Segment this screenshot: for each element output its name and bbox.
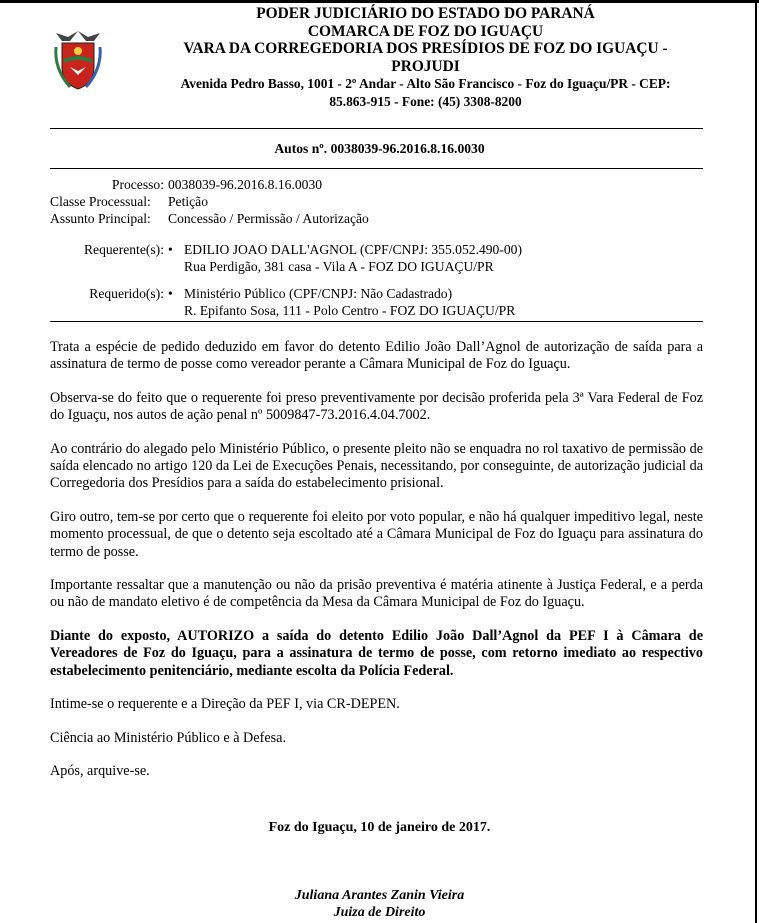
processo-row [50, 176, 710, 193]
requerido-label: Requerido(s): [89, 286, 164, 301]
page-top-border [0, 0, 759, 3]
page-right-border [755, 0, 757, 923]
case-metadata [50, 176, 710, 319]
district-name: COMARCA DE FOZ DO IGUAÇU [307, 22, 544, 40]
court-name: PODER JUDICIÁRIO DO ESTADO DO PARANÁ [256, 5, 595, 22]
requerente-address: Rua Perdigão, 381 casa - Vila A - FOZ DO IGUAÇU/PR [184, 259, 494, 274]
court-address-contact: 85.863-915 - Fone: (45) 3308-8200 [329, 93, 522, 109]
parties-divider [50, 321, 703, 322]
requerido-address: R. Epifanto Sosa, 111 - Polo Centro - FOZ DO IGUAÇU/PR [184, 303, 516, 318]
assunto-label: Assunto Principal: [50, 211, 151, 226]
judge-name: Juliana Arantes Zanin Vieira [294, 888, 465, 903]
requerente-label: Requerente(s): [83, 242, 164, 257]
classe-row [50, 193, 710, 210]
paragraph: Após, arquive-se. [50, 762, 150, 779]
bullet-icon: • [168, 242, 173, 257]
classe-value: Petição [168, 194, 209, 209]
assunto-value: Concessão / Permissão / Autorização [168, 211, 369, 226]
bullet-icon: • [168, 286, 173, 301]
court-address: Avenida Pedro Basso, 1001 - 2º Andar - Alto São Francisco - Foz do Iguaçu/PR - CEP: [180, 76, 671, 91]
requerente-block [50, 241, 710, 275]
document-date: Foz do Iguaçu, 10 de janeiro de 2017. [268, 820, 491, 835]
parana-coat-of-arms-icon [50, 27, 106, 93]
paragraph: Ao contrário do alegado pelo Ministério Público, o presente pleito não se enquadra no rol taxativo de permissão de saída elencado no artigo 120 da Lei de Execuções Penais, necessitando, por conseguinte, de autorização judicial da Corregedoria dos Presídios para a saída do estabelecimento prisional. [50, 440, 703, 492]
paragraph: Trata a espécie de pedido deduzido em favor do detento Edilio João Dall’Agnol de autorização de saída para a assinatura de termo de posse como vereador perante a Câmara Municipal de Foz do Iguaçu. [50, 339, 703, 373]
judge-title: Juiza de Direito [333, 905, 426, 920]
processo-label: Processo: [111, 177, 164, 192]
signature-block [0, 887, 759, 921]
case-divider [50, 168, 703, 169]
classe-label: Classe Processual: [50, 194, 151, 209]
paragraph: Ciência ao Ministério Público e à Defesa. [50, 729, 286, 746]
paragraph: Importante ressaltar que a manutenção ou não da prisão preventiva é matéria atinente à Justiça Federal, e a perda ou não de mandato eletivo é de competência da Mesa da Câmara Municipal de Foz do Iguaçu. [50, 577, 703, 611]
requerido-name: Ministério Público (CPF/CNPJ: Não Cadastrado) [184, 286, 453, 301]
case-number-heading: Autos nº. 0038039-96.2016.8.16.0030 [274, 141, 485, 156]
processo-value: 0038039-96.2016.8.16.0030 [168, 177, 323, 192]
requerido-block [50, 285, 710, 319]
court-division: VARA DA CORREGEDORIA DOS PRESÍDIOS DE FOZ DO IGUAÇU - [183, 40, 668, 57]
decision-paragraph: Diante do exposto, AUTORIZO a saída do detento Edilio João Dall’Agnol da PEF I à Câmara de Vereadores de Foz do Iguaçu, para a assinatura de termo de posse, com retorno imediato ao respectivo estabelecimento penitenciário, mediante escolta da Polícia Federal. [50, 627, 703, 679]
paragraph: Observa-se do feito que o requerente foi preso preventivamente por decisão proferida pela 3ª Vara Federal de Foz do Iguaçu, nos autos de ação penal nº 5009847-73.2016.4.04.7002. [50, 389, 703, 424]
header-divider [50, 128, 703, 129]
requerente-name: EDILIO JOAO DALL'AGNOL (CPF/CNPJ: 355.052.490-00) [184, 242, 523, 257]
paragraph: Intime-se o requerente e a Direção da PEF I, via CR-DEPEN. [50, 696, 400, 713]
decision-body [50, 339, 703, 796]
document-header [0, 5, 759, 110]
system-name: PROJUDI [391, 57, 460, 75]
assunto-row [50, 210, 710, 227]
paragraph: Giro outro, tem-se por certo que o requerente foi eleito por voto popular, e não há qualquer impeditivo legal, neste momento processual, de que o detento seja escoltado até a Câmara Municipal de Foz do Iguaçu para assinatura do termo de posse. [50, 508, 703, 560]
